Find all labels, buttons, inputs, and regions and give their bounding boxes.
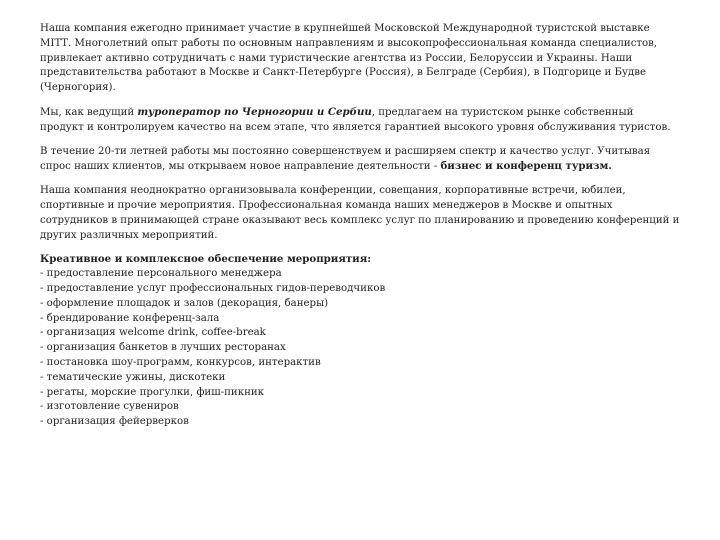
expansion-text: В течение 20-ти летней работы мы постоянно совершенствуем и расширяем спектр и качество услуг. Учитывая спрос наших клиентов, мы открываем новое направление деятельности - <box>40 145 651 173</box>
service-item: - изготовление сувениров <box>40 401 179 413</box>
service-item: - организация фейерверков <box>40 416 189 428</box>
document-body <box>40 22 680 430</box>
service-item: - брендирование конференц-зала <box>40 312 220 324</box>
service-item: - предоставление персонального менеджера <box>40 268 282 280</box>
paragraph-intro: Наша компания ежегодно принимает участие в крупнейшей Московской Международной туристской выставке МІТТ. Многолетний опыт работы по основным направлениям и высокопрофессиональная команда специалистов, привлекает активно сотрудничать с нами туристические агентства из России, Белоруссии и Украины. Наши представительства работают в Москве и Санкт-Петербурге (Россия), в Белграде (Сербия), в Подгорице и Будве (Черногория). <box>40 23 658 94</box>
paragraph-operator <box>40 105 680 136</box>
expansion-emphasis: бизнес и конференц туризм. <box>440 160 612 173</box>
services-section <box>40 252 680 430</box>
service-item: - оформление площадок и залов (декорация, банеры) <box>40 297 329 309</box>
paragraph-events: Наша компания неоднократно организовывала конференции, совещания, корпоративные встречи, юбилеи, спортивные и прочие мероприятия. Профессиональная команда наших менеджеров в Москве и опытных сотрудников в принимающей стране оказывают весь комплекс услуг по планированию и проведению конференций и других различных мероприятий. <box>40 185 680 241</box>
service-item: - организация банкетов в лучших ресторанах <box>40 342 286 354</box>
service-item: - тематические ужины, дискотеки <box>40 371 226 383</box>
service-item: - постановка шоу-программ, конкурсов, интерактив <box>40 356 321 368</box>
services-heading: Креативное и комплексное обеспечение мероприятия: <box>40 253 372 266</box>
service-item: - регаты, морские прогулки, фиш-пикник <box>40 386 265 398</box>
service-item: - организация welcome drink, coffee-break <box>40 327 266 339</box>
paragraph-expansion <box>40 145 680 176</box>
operator-emphasis: туроператор по Черногории и Сербии <box>137 105 372 118</box>
operator-text-end: , предлагаем на туристском рынке собственный продукт и контролируем качество на всем этапе, что является гарантией высокого уровня обслуживания туристов. <box>40 106 671 133</box>
services-list <box>40 267 680 430</box>
operator-text-start: Мы, как ведущий <box>40 106 138 118</box>
service-item: - предоставление услуг профессиональных гидов-переводчиков <box>40 282 386 294</box>
